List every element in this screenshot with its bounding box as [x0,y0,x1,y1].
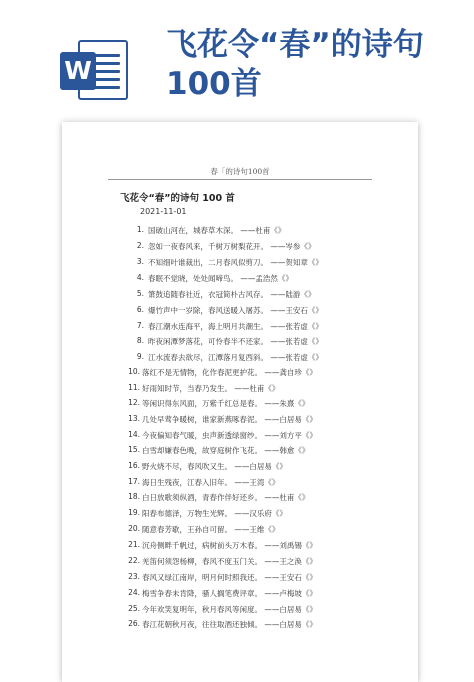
banner [0,0,474,118]
poem-line-text: 白雪却嫌春色晚，故穿庭树作飞花。 ——韩愈《》 [142,446,310,455]
poem-line [62,367,418,381]
document-title: 飞花令“春”的诗句 100 首 [120,193,235,204]
poem-line-number: 25. [128,604,140,613]
poem-line-text: 落红不是无情物，化作春泥更护花。 ——龚自珍《》 [142,368,317,377]
poem-line-number: 18. [128,492,140,501]
poem-line [62,241,418,255]
poem-line-number: 22. [128,556,140,565]
poem-line [62,604,418,618]
poem-line-text: 春风又绿江南岸，明月何时照我还。 ——王安石《》 [142,573,317,582]
poem-line [62,336,418,350]
poem-line-text: 春江潮水连海平，海上明月共潮生。 ——张若虚《》 [148,322,323,331]
poem-line-text: 等闲识得东风面，万紫千红总是春。 ——朱熹《》 [142,399,310,408]
poem-line-text: 忽如一夜春风来，千树万树梨花开。 ——岑参《》 [148,242,316,251]
poem-line-text: 国破山河在，城春草木深。 ——杜甫《》 [148,226,286,235]
poem-line-text: 白日放歌须纵酒，青春作伴好还乡。 ——杜甫《》 [142,493,310,502]
document-date: 2021-11-01 [140,207,187,216]
poem-line [62,445,418,459]
poem-line-number: 5. [136,289,144,298]
poem-line-text: 箫鼓追随春社近，衣冠简朴古风存。 ——陆游《》 [148,290,316,299]
banner-title: 飞花令“春”的诗句100首 [166,27,424,102]
poem-line [62,572,418,586]
poem-line-number: 8. [136,336,144,345]
poem-line-text: 昨夜闲潭梦落花，可怜春半不还家。 ——张若虚《》 [148,337,323,346]
poem-line-text: 海日生残夜，江春入旧年。 ——王湾《》 [142,478,280,487]
poem-line-number: 12. [128,398,140,407]
poem-line-number: 16. [128,461,140,470]
poem-line-text: 随意春芳歇，王孙自可留。 ——王维《》 [142,525,280,534]
poem-line-text: 今年欢笑复明年，秋月春风等闲度。 ——白居易《》 [142,605,317,614]
poem-line [62,524,418,538]
poem-line-number: 19. [128,508,140,517]
poem-line-text: 阳春布德泽，万物生光辉。 ——汉乐府《》 [142,509,287,518]
poem-line-text: 羌笛何须怨杨柳，春风不度玉门关。 ——王之涣《》 [142,557,317,566]
running-header: 春「的诗句100首 [210,167,270,176]
poem-line [62,321,418,335]
document-page [62,122,418,682]
poem-line [62,225,418,239]
poem-line [62,477,418,491]
poem-line [62,352,418,366]
poem-line [62,492,418,506]
poem-line [62,588,418,602]
poem-line-text: 爆竹声中一岁除，春风送暖入屠苏。 ——王安石《》 [148,306,323,315]
poem-line [62,414,418,428]
poem-line-number: 10. [128,367,140,376]
poem-line [62,273,418,287]
poem-line [62,430,418,444]
poem-line-number: 26. [128,619,140,628]
poem-line [62,305,418,319]
poem-line-number: 1. [136,225,144,234]
poem-line-text: 沉舟侧畔千帆过，病树前头万木春。 ——刘禹锡《》 [142,541,317,550]
poem-line-text: 江水流春去欲尽，江潭落月复西斜。 ——张若虚《》 [148,353,323,362]
poem-line-number: 13. [128,414,140,423]
poem-line-number: 23. [128,572,140,581]
poem-line-text: 几处早莺争暖树，谁家新燕啄春泥。 ——白居易《》 [142,415,317,424]
poem-line [62,257,418,271]
poem-line-number: 7. [136,321,144,330]
poem-line-number: 9. [136,352,144,361]
poem-line-number: 15. [128,445,140,454]
poem-line-text: 好雨知时节，当春乃发生。 ——杜甫《》 [142,384,280,393]
poem-line-text: 梅雪争春未肯降，骚人搁笔费评章。 ——卢梅坡《》 [142,589,317,598]
poem-list [62,122,418,682]
poem-line-number: 6. [136,305,144,314]
poem-line-text: 春眠不觉晓，处处闻啼鸟。 ——孟浩然《》 [148,274,293,283]
poem-line-number: 17. [128,477,140,486]
poem-line-text: 春江花朝秋月夜，往往取酒还独倾。 ——白居易《》 [142,620,317,629]
poem-line-number: 3. [136,257,144,266]
poem-line-number: 24. [128,588,140,597]
poem-line-text: 不知细叶谁裁出，二月春风似剪刀。 ——贺知章《》 [148,258,323,267]
poem-line [62,383,418,397]
poem-line-text: 野火烧不尽，春风吹又生。 ——白居易《》 [142,462,287,471]
poem-line [62,619,418,633]
poem-line [62,289,418,303]
poem-line-number: 21. [128,540,140,549]
poem-line-number: 4. [136,273,144,282]
word-letter-icon: W [60,52,96,90]
poem-line-number: 11. [128,383,140,392]
poem-line-number: 2. [136,241,144,250]
poem-line [62,540,418,554]
poem-line [62,398,418,412]
poem-line-number: 20. [128,524,140,533]
poem-line [62,461,418,475]
word-document-icon [60,38,132,102]
poem-line [62,556,418,570]
poem-line [62,508,418,522]
poem-line-text: 今夜偏知春气暖，虫声新透绿窗纱。 ——刘方平《》 [142,431,317,440]
poem-line-number: 14. [128,430,140,439]
